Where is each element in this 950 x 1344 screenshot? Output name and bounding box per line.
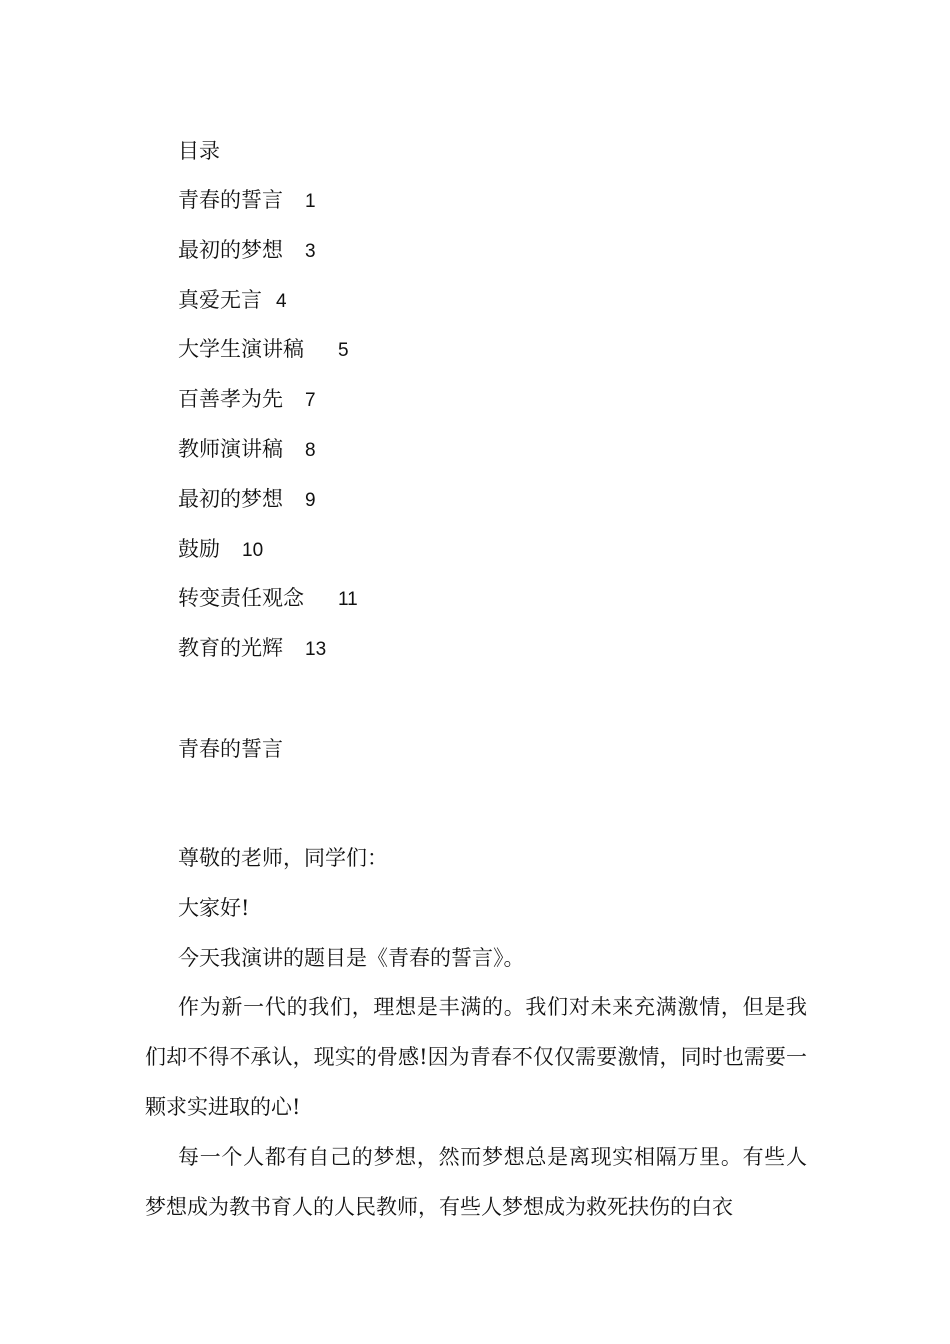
toc-item[interactable] [178, 285, 358, 335]
toc-item[interactable] [178, 583, 358, 633]
toc-item-page: 9 [305, 489, 316, 511]
toc-item[interactable] [178, 534, 358, 584]
toc-item-label: 教师演讲稿 [178, 436, 283, 461]
toc-item[interactable] [178, 434, 358, 484]
toc-item-page: 13 [305, 639, 327, 661]
toc-item[interactable] [178, 334, 358, 384]
toc-item-label: 真爱无言 [178, 287, 262, 312]
body-paragraph: 每一个人都有自己的梦想，然而梦想总是离现实相隔万里。有些人梦想成为教书育人的人民教师，有些人梦想成为救死扶伤的白衣 [145, 1144, 807, 1219]
toc-item-page: 1 [305, 191, 316, 212]
toc-item[interactable] [178, 633, 358, 683]
toc-item-label: 大学生演讲稿 [178, 337, 304, 362]
toc-item-page: 11 [338, 589, 358, 611]
toc-item-page: 3 [305, 240, 316, 262]
section-heading: 青春的誓言 [178, 737, 283, 761]
toc-item-label: 青春的誓言 [178, 188, 283, 212]
toc-item-page: 8 [305, 439, 316, 461]
toc-item-page: 4 [276, 290, 287, 312]
toc-item-page: 7 [305, 390, 316, 412]
toc-item-page: 5 [338, 340, 349, 362]
greeting-paragraph: 大家好! [178, 895, 250, 920]
topic-paragraph: 今天我演讲的题目是《青春的誓言》。 [178, 945, 525, 970]
toc-item[interactable] [178, 484, 358, 534]
toc-item-label: 最初的梦想 [178, 486, 283, 511]
toc-item[interactable] [178, 384, 358, 434]
toc-item-label: 最初的梦想 [178, 237, 283, 262]
toc-item[interactable] [178, 185, 358, 235]
toc-item-label: 转变责任观念 [178, 586, 304, 611]
toc-item[interactable] [178, 235, 358, 285]
toc-item-label: 百善孝为先 [178, 387, 283, 412]
body-paragraph: 作为新一代的我们，理想是丰满的。我们对未来充满激情，但是我们却不得不承认，现实的骨感!因为青春不仅仅需要激情，同时也需要一颗求实进取的心! [145, 995, 807, 1119]
toc-item-label: 教育的光辉 [178, 636, 283, 661]
table-of-contents [178, 185, 358, 683]
salutation-paragraph: 尊敬的老师，同学们： [178, 846, 388, 870]
speech-body [145, 834, 807, 1232]
toc-item-label: 鼓励 [178, 536, 220, 561]
toc-title: 目录 [178, 139, 220, 163]
toc-item-page: 10 [242, 539, 264, 561]
